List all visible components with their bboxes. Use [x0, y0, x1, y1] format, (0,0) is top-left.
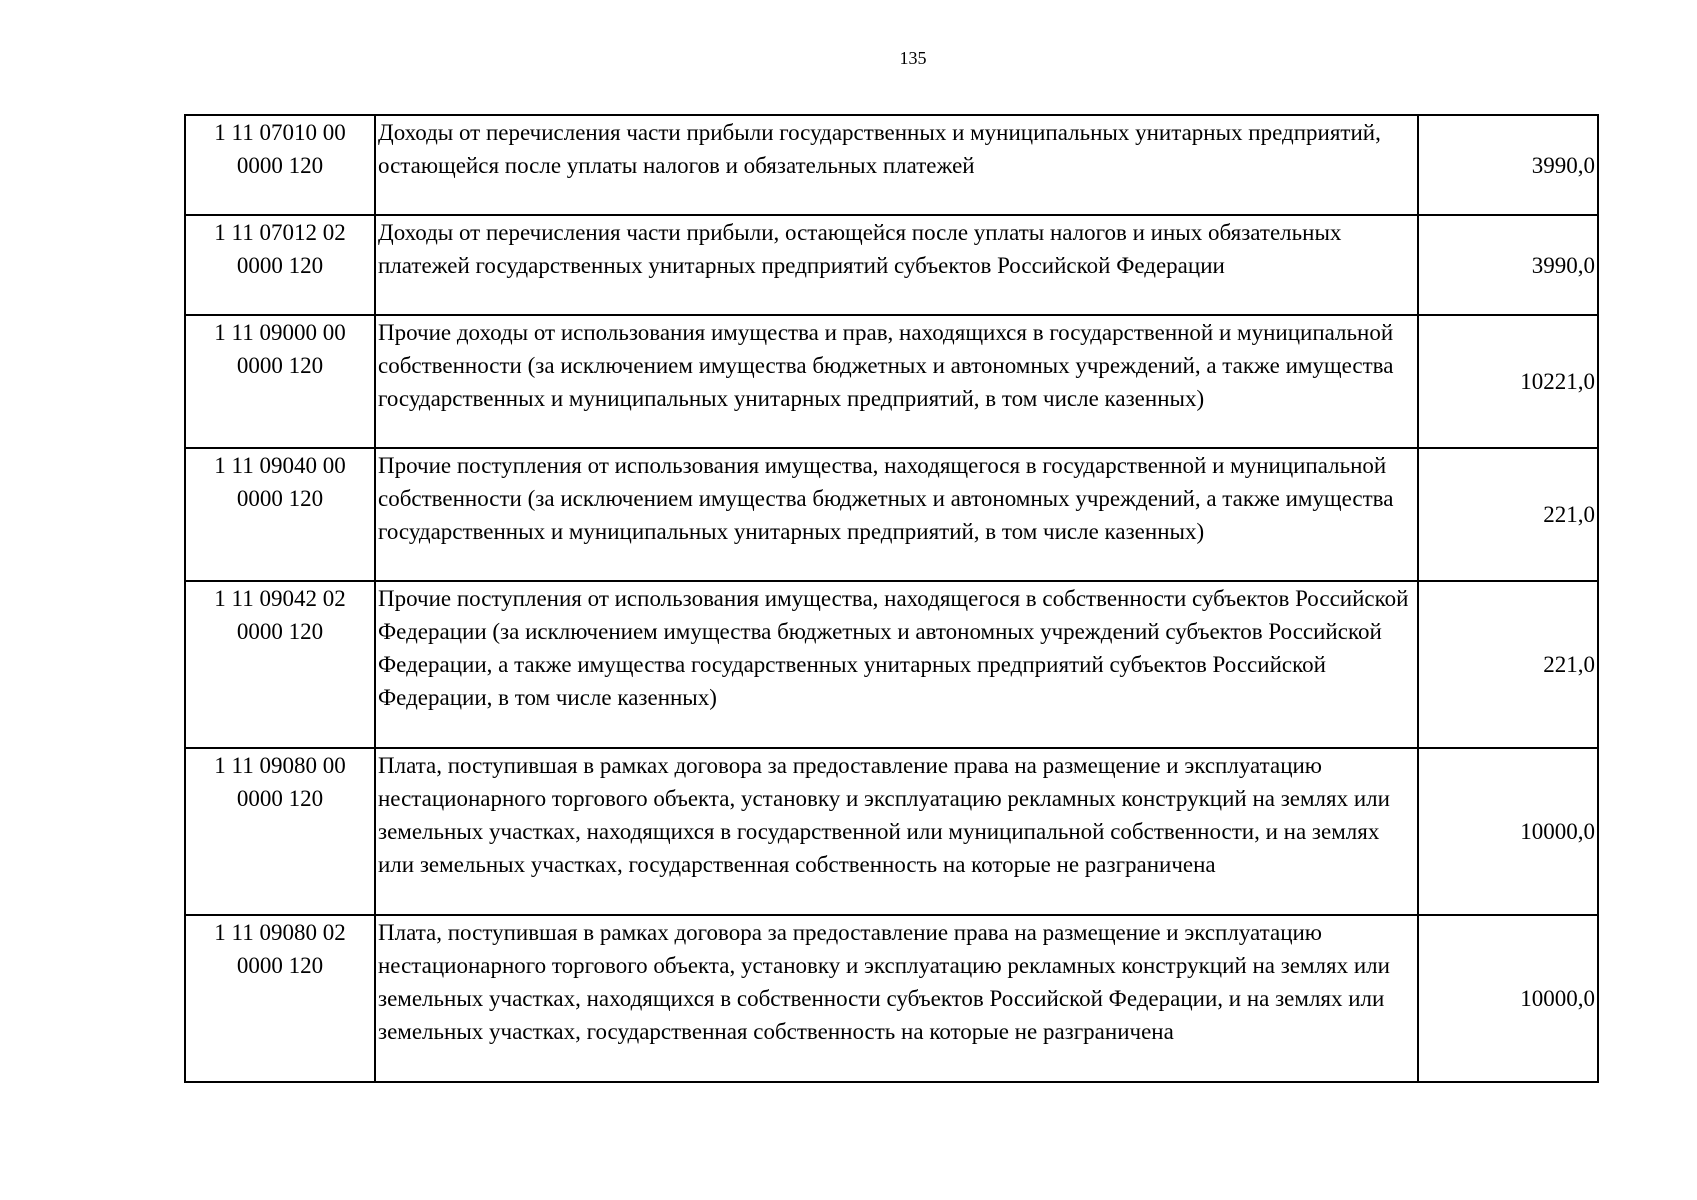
page-number: 135	[899, 48, 927, 68]
revenue-amount: 221,0	[1418, 581, 1598, 748]
budget-code-cell	[185, 915, 375, 1082]
table-row	[185, 748, 1598, 915]
budget-code-part1: 1 11 09000 00	[214, 320, 346, 345]
budget-code-part1: 1 11 09040 00	[214, 453, 346, 478]
budget-code-part1: 1 11 07012 02	[214, 220, 346, 245]
budget-code-cell	[185, 215, 375, 315]
budget-revenue-table	[184, 114, 1599, 1083]
budget-code-cell	[185, 448, 375, 581]
budget-code-cell	[185, 115, 375, 215]
table-row	[185, 215, 1598, 315]
budget-code-part1: 1 11 07010 00	[214, 120, 346, 145]
revenue-amount: 3990,0	[1418, 115, 1598, 215]
budget-code-part2: 0000 120	[236, 353, 324, 378]
revenue-amount: 10000,0	[1418, 915, 1598, 1082]
budget-code-part2: 0000 120	[236, 486, 324, 511]
table-row	[185, 115, 1598, 215]
budget-code-part2: 0000 120	[236, 253, 324, 278]
budget-code-part2: 0000 120	[236, 786, 324, 811]
budget-code-cell	[185, 581, 375, 748]
table-row	[185, 915, 1598, 1082]
revenue-amount: 3990,0	[1418, 215, 1598, 315]
budget-code-part1: 1 11 09080 00	[214, 753, 346, 778]
revenue-description: Доходы от перечисления части прибыли, остающейся после уплаты налогов и иных обязательных платежей государственных унитарных предприятий субъектов Российской Федерации	[375, 215, 1418, 315]
revenue-amount: 10221,0	[1418, 315, 1598, 448]
budget-code-cell	[185, 748, 375, 915]
revenue-amount: 10000,0	[1418, 748, 1598, 915]
budget-code-part1: 1 11 09080 02	[214, 920, 346, 945]
budget-code-part2: 0000 120	[236, 153, 324, 178]
table-row	[185, 448, 1598, 581]
budget-code-part2: 0000 120	[236, 953, 324, 978]
revenue-description: Плата, поступившая в рамках договора за предоставление права на размещение и эксплуатацию нестационарного торгового объекта, установку и эксплуатацию рекламных конструкций на землях или земельных участках, находящихся в собственности субъектов Российской Федерации, и на землях или земельных участках, государственная собственность на которые не разграничена	[375, 915, 1418, 1082]
table-row	[185, 315, 1598, 448]
budget-code-part1: 1 11 09042 02	[214, 586, 346, 611]
revenue-description: Прочие доходы от использования имущества и прав, находящихся в государственной и муниципальной собственности (за исключением имущества бюджетных и автономных учреждений, а также имущества государственных и муниципальных унитарных предприятий, в том числе казенных)	[375, 315, 1418, 448]
revenue-amount: 221,0	[1418, 448, 1598, 581]
revenue-description: Прочие поступления от использования имущества, находящегося в собственности субъектов Российской Федерации (за исключением имущества бюджетных и автономных учреждений субъектов Российской Федерации, а также имущества государственных унитарных предприятий субъектов Российской Федерации, в том числе казенных)	[375, 581, 1418, 748]
revenue-description: Прочие поступления от использования имущества, находящегося в государственной и муниципальной собственности (за исключением имущества бюджетных и автономных учреждений, а также имущества государственных и муниципальных унитарных предприятий, в том числе казенных)	[375, 448, 1418, 581]
table-row	[185, 581, 1598, 748]
budget-code-cell	[185, 315, 375, 448]
budget-code-part2: 0000 120	[236, 619, 324, 644]
revenue-description: Плата, поступившая в рамках договора за предоставление права на размещение и эксплуатацию нестационарного торгового объекта, установку и эксплуатацию рекламных конструкций на землях или земельных участках, находящихся в государственной или муниципальной собственности, и на землях или земельных участках, государственная собственность на которые не разграничена	[375, 748, 1418, 915]
revenue-description: Доходы от перечисления части прибыли государственных и муниципальных унитарных предприятий, остающейся после уплаты налогов и обязательных платежей	[375, 115, 1418, 215]
